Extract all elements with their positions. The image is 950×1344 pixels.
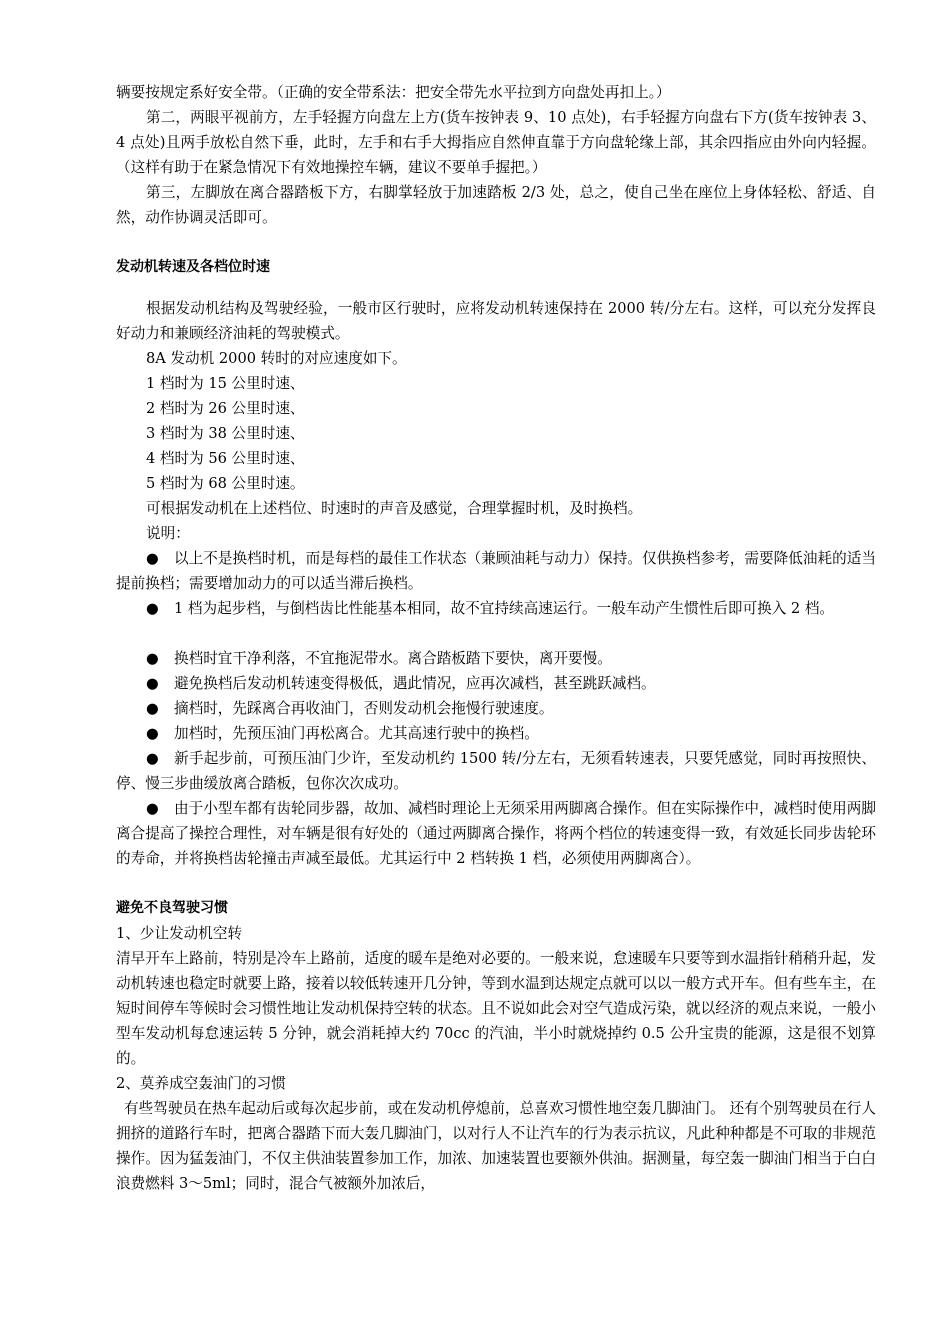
- bullet-icon: ●: [146, 800, 159, 817]
- bullet-item: [116, 671, 876, 696]
- bullet-item: [116, 796, 876, 871]
- bullet-item: [116, 696, 876, 721]
- gear-speed-item: 2 档时为 26 公里时速、: [146, 400, 305, 417]
- bullet-item: [116, 546, 876, 596]
- bullet-icon: ●: [146, 550, 159, 567]
- paragraph-shift-timing: 可根据发动机在上述档位、时速时的声音及感觉，合理掌握时机，及时换档。: [146, 500, 643, 517]
- bullet-item: [116, 596, 876, 621]
- gear-speed-item: 5 档时为 68 公里时速。: [146, 475, 305, 492]
- paragraph-foot-position: 第三，左脚放在离合器踏板下方，右脚掌轻放于加速踏板 2/3 处，总之，使自己坐在座位上身体轻松、舒适、自然，动作协调灵活即可。: [116, 184, 876, 226]
- section-heading-bad-habits: 避免不良驾驶习惯: [116, 900, 228, 916]
- bullet-icon: ●: [146, 675, 159, 692]
- bullet-icon: ●: [146, 700, 159, 717]
- bullet-text: 避免换档后发动机转速变得极低，遇此情况，应再次减档，甚至跳跃减档。: [174, 675, 656, 692]
- paragraph-engine-rpm: 根据发动机结构及驾驶经验，一般市区行驶时，应将发动机转速保持在 2000 转/分左右。这样，可以充分发挥良好动力和兼顾经济油耗的驾驶模式。: [116, 300, 876, 342]
- bullet-icon: ●: [146, 750, 159, 767]
- bullet-text: 以上不是换档时机，而是每档的最佳工作状态（兼顾油耗与动力）保持。仅供换档参考，需要降低油耗的适当提前换档；需要增加动力的可以适当滞后换档。: [116, 550, 876, 592]
- bullet-item: [116, 746, 876, 796]
- bullet-text: 1 档为起步档，与倒档齿比性能基本相同，故不宜持续高速运行。一般车动产生惯性后即可换入 2 档。: [174, 600, 835, 617]
- bullet-icon: ●: [146, 725, 159, 742]
- gear-speed-item: 3 档时为 38 公里时速、: [146, 425, 305, 442]
- paragraph-seatbelt: 辆要按规定系好安全带。（正确的安全带系法：把安全带先水平拉到方向盘处再扣上。）: [116, 84, 671, 101]
- bullet-icon: ●: [146, 650, 159, 667]
- gear-speed-item: 4 档时为 56 公里时速、: [146, 450, 305, 467]
- bullet-text: 换档时宜干净利落，不宜拖泥带水。离合踏板踏下要快，离开要慢。: [174, 650, 612, 667]
- document-page: [116, 80, 876, 1196]
- bullet-text: 摘档时，先踩离合再收油门，否则发动机会拖慢行驶速度。: [174, 700, 554, 717]
- bullet-item: [116, 646, 876, 671]
- bullet-text: 加档时，先预压油门再松离合。尤其高速行驶中的换档。: [174, 725, 539, 742]
- bullet-text: 新手起步前，可预压油门少许，至发动机约 1500 转/分左右，无须看转速表，只要凭感觉，同时再按照快、停、慢三步曲缓放离合踏板，包你次次成功。: [116, 750, 876, 792]
- subheading-throttle: 2、莫养成空轰油门的习惯: [116, 1075, 286, 1092]
- gear-speed-item: 1 档时为 15 公里时速、: [146, 375, 305, 392]
- paragraph-8a-engine: 8A 发动机 2000 转时的对应速度如下。: [146, 350, 407, 367]
- bullet-text: 由于小型车都有齿轮同步器，故加、减档时理论上无须采用两脚离合操作。但在实际操作中，减档时使用两脚离合提高了操控合理性，对车辆是很有好处的（通过两脚离合操作，将两个档位的转速变得一致，有效延长同步齿轮环的寿命，并将换档齿轮撞击声减至最低。尤其运行中 2 档转换 1 档，必须使用两脚离合）。: [116, 800, 876, 867]
- paragraph-hand-position: 第二，两眼平视前方，左手轻握方向盘左上方(货车按钟表 9、10 点处)，右手轻握方向盘右下方(货车按钟表 3、4 点处)且两手放松自然下垂，此时，左手和右手大拇指应自然伸直靠于方向盘轮缘上部，其余四指应由外向内轻握。（这样有助于在紧急情况下有效地操控车辆，建议不要单手握把。）: [116, 109, 876, 176]
- paragraph-throttle: 有些驾驶员在热车起动后或每次起步前，或在发动机停熄前，总喜欢习惯性地空轰几脚油门。 还有个别驾驶员在行人拥挤的道路行车时，把离合器踏下而大轰几脚油门，以对行人不让汽车的行为表示抗议，凡此种种都是不可取的非规范操作。因为猛轰油门，不仅主供油装置参加工作，加浓、加速装置也要额外供油。据测量，每空轰一脚油门相当于白白浪费燃料 3～5ml；同时，混合气被额外加浓后，: [116, 1100, 876, 1192]
- subheading-idling: 1、少让发动机空转: [116, 925, 243, 942]
- note-label: 说明：: [146, 525, 190, 542]
- bullet-item: [116, 721, 876, 746]
- section-heading-engine-speed: 发动机转速及各档位时速: [116, 259, 270, 275]
- bullet-icon: ●: [146, 600, 159, 617]
- paragraph-idling: 清早开车上路前，特别是冷车上路前，适度的暖车是绝对必要的。一般来说，怠速暖车只要等到水温指针稍稍升起，发动机转速也稳定时就要上路，接着以较低转速开几分钟，等到水温到达规定点就可以以一般方式开车。但有些车主，在短时间停车等候时会习惯性地让发动机保持空转的状态。且不说如此会对空气造成污染，就以经济的观点来说，一般小型车发动机每怠速运转 5 分钟，就会消耗掉大约 70cc 的汽油，半小时就烧掉约 0.5 公升宝贵的能源，这是很不划算的。: [116, 950, 876, 1067]
